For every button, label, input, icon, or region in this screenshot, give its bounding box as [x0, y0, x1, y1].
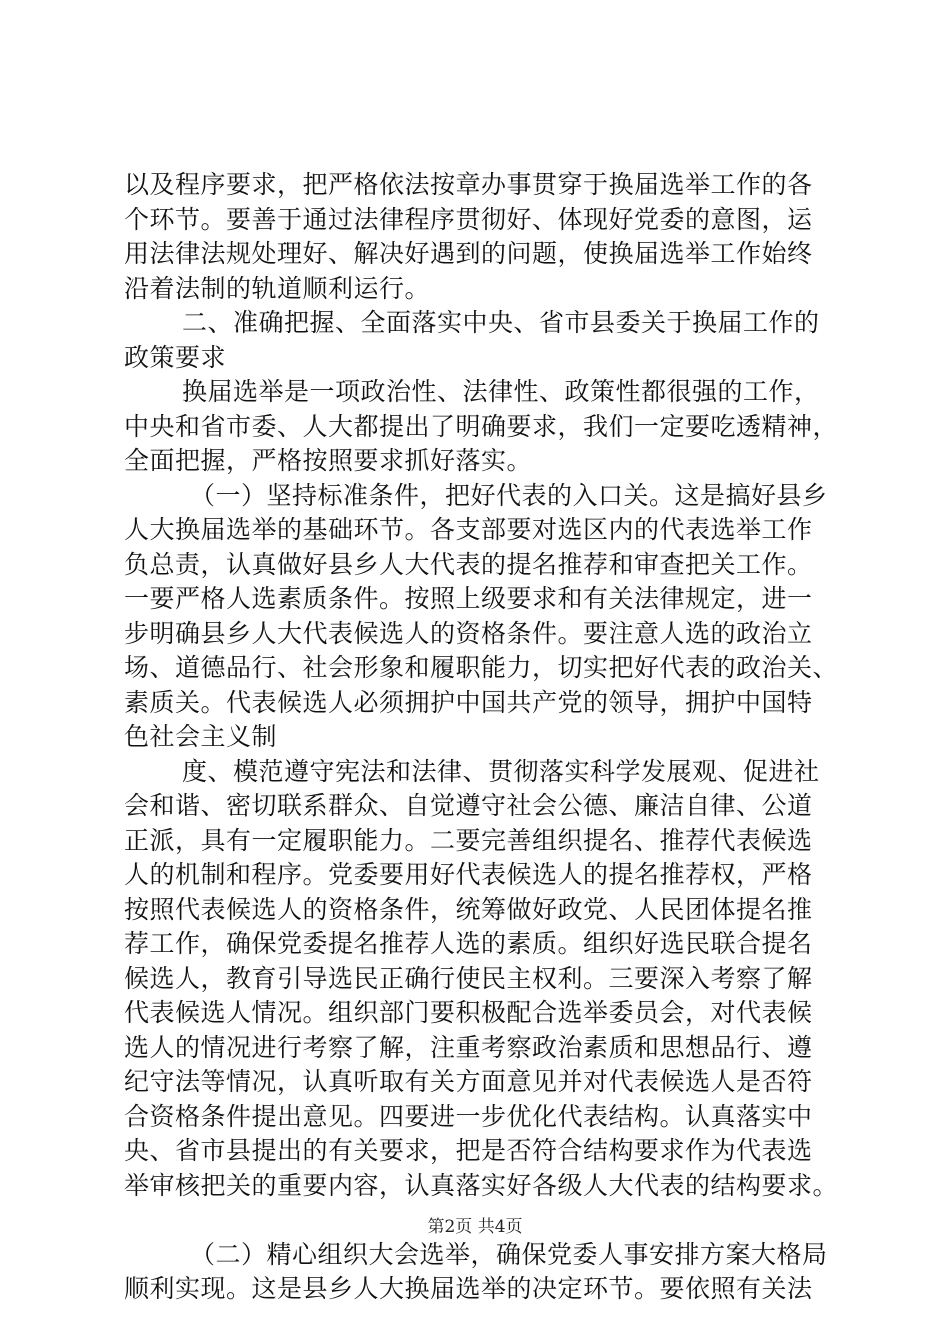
text-line: 沿着法制的轨道顺利运行。 — [124, 273, 431, 303]
text-line: 按照代表候选人的资格条件，统筹做好政党、人民团体提名推 — [124, 894, 813, 924]
page-number-footer: 第2页 共4页 — [427, 1217, 523, 1237]
text-line: 场、道德品行、社会形象和履职能力，切实把好代表的政治关、 — [124, 653, 839, 682]
text-line: 一要严格人选素质条件。按照上级要求和有关法律规定，进一 — [124, 584, 813, 613]
text-line: 度、模范遵守宪法和法律、贯彻落实科学发展观、促进社 — [182, 756, 820, 786]
text-line: 候选人，教育引导选民正确行使民主权利。三要深入考察了解 — [124, 963, 813, 993]
text-line: 顺利实现。这是县乡人大换届选举的决定环节。要依照有关法 — [124, 1274, 813, 1303]
section-heading: 二、准确把握、全面落实中央、省市县委关于换届工作的 — [182, 308, 820, 337]
text-line: 代表候选人情况。组织部门要积极配合选举委员会，对代表候 — [124, 998, 813, 1027]
text-line: 个环节。要善于通过法律程序贯彻好、体现好党委的意图，运 — [124, 204, 813, 234]
text-line: 合资格条件提出意见。四要进一步优化代表结构。认真落实中 — [124, 1101, 813, 1131]
text-line: 负总责，认真做好县乡人大代表的提名推荐和审查把关工作。 — [124, 549, 813, 579]
text-line: 步明确县乡人大代表候选人的资格条件。要注意人选的政治立 — [124, 618, 813, 648]
text-line: 中央和省市委、人大都提出了明确要求，我们一定要吃透精神， — [124, 411, 839, 441]
text-line: 人的机制和程序。党委要用好代表候选人的提名推荐权，严格 — [124, 860, 813, 889]
subsection-heading: （二）精心组织大会选举，确保党委人事安排方案大格局 — [190, 1239, 828, 1269]
text-line: 换届选举是一项政治性、法律性、政策性都很强的工作， — [182, 377, 820, 406]
document-body — [124, 168, 839, 1307]
text-line: 正派，具有一定履职能力。二要完善组织提名、推荐代表候选 — [124, 825, 813, 855]
section-heading-cont: 政策要求 — [124, 342, 227, 372]
text-line: 用法律法规处理好、解决好遇到的问题，使换届选举工作始终 — [124, 239, 813, 268]
text-line: 举审核把关的重要内容，认真落实好各级人大代表的结构要求。 — [124, 1170, 839, 1200]
text-line: 人大换届选举的基础环节。各支部要对选区内的代表选举工作 — [124, 515, 813, 544]
text-line: 全面把握，严格按照要求抓好落实。 — [124, 446, 533, 475]
text-line: 色社会主义制 — [124, 722, 278, 751]
text-line: 以及程序要求，把严格依法按章办事贯穿于换届选举工作的各 — [124, 170, 813, 199]
text-line: 选人的情况进行考察了解，注重考察政治素质和思想品行、遵 — [124, 1032, 813, 1062]
text-line: 会和谐、密切联系群众、自觉遵守社会公德、廉洁自律、公道 — [124, 791, 813, 820]
text-line: 纪守法等情况，认真听取有关方面意见并对代表候选人是否符 — [124, 1067, 813, 1096]
text-line: 荐工作，确保党委提名推荐人选的素质。组织好选民联合提名 — [124, 929, 813, 958]
text-line: 央、省市县提出的有关要求，把是否符合结构要求作为代表选 — [124, 1136, 813, 1165]
text-line: 素质关。代表候选人必须拥护中国共产党的领导，拥护中国特 — [124, 687, 813, 717]
subsection-heading: （一）坚持标准条件，把好代表的入口关。这是搞好县乡 — [190, 480, 828, 510]
